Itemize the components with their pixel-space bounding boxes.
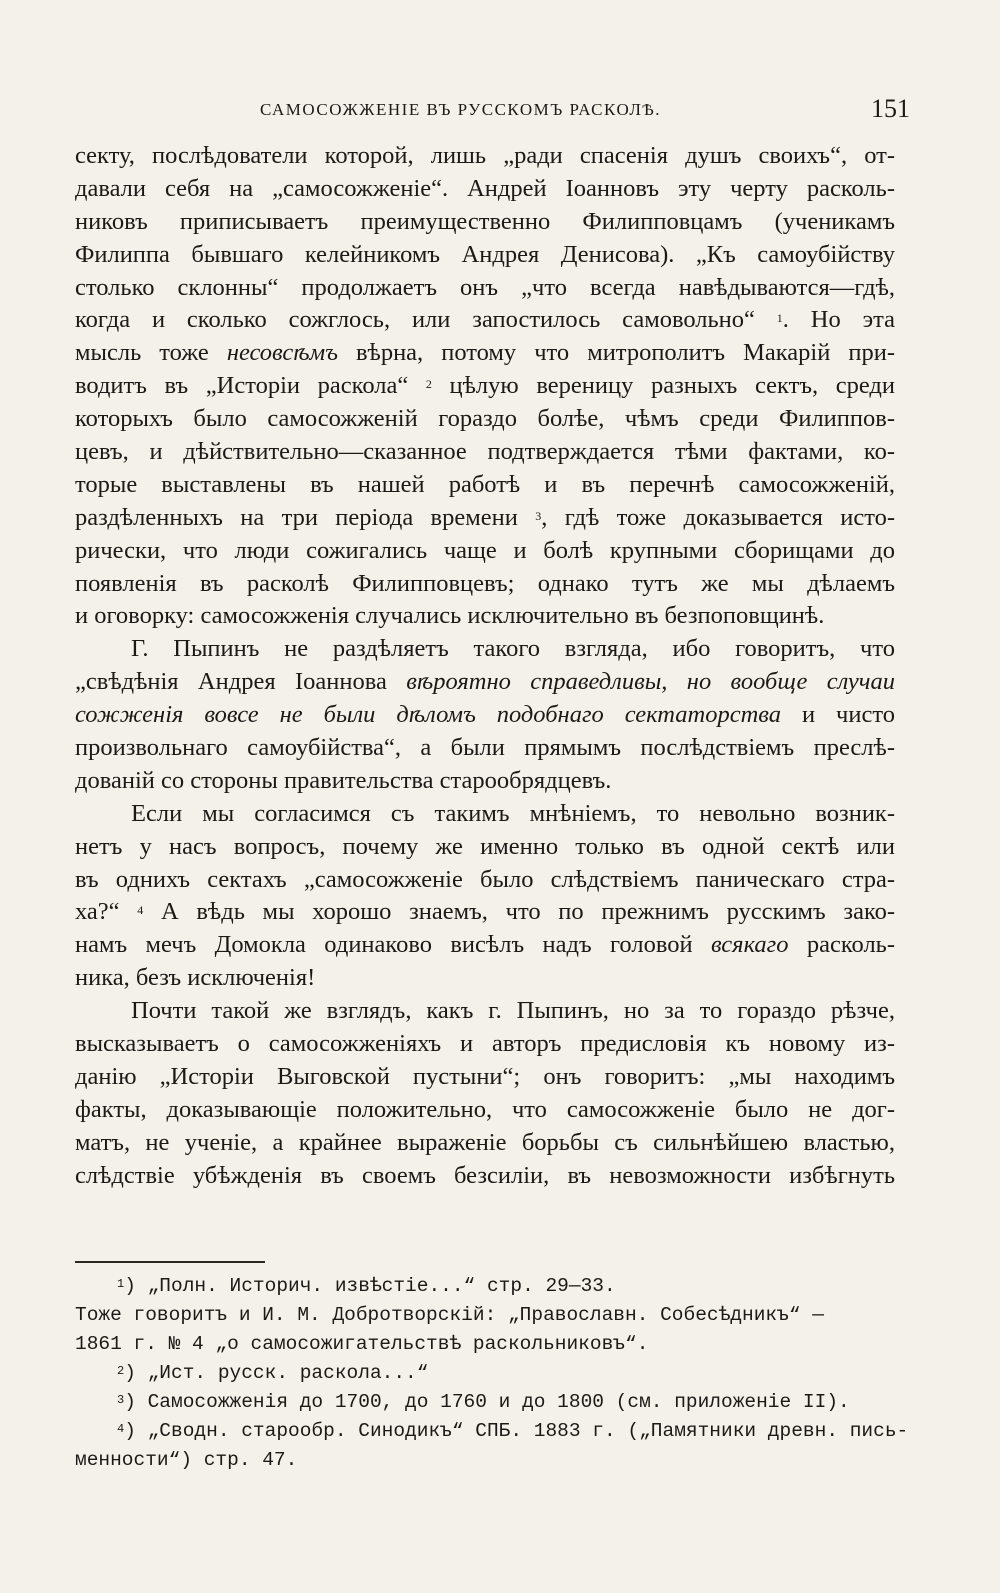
text-line: ника, безъ исключенія!	[75, 964, 316, 992]
text-line: слѣдствіе убѣжденія въ своемъ безсиліи, въ невозможности избѣгнуть	[75, 1161, 895, 1189]
footnote-ref: 1	[776, 311, 783, 326]
footnote-ref: 3	[535, 508, 542, 523]
footnote-divider	[75, 1261, 265, 1263]
text-line: водитъ въ „Исторіи раскола“ $^2$ цѣлую вереницу разныхъ сектъ, среди	[75, 372, 895, 400]
text-line: Филиппа бывшаго келейникомъ Андрея Денисова). „Къ самоубійству	[75, 240, 895, 268]
text-line: высказываетъ о самосожженіяхъ и авторъ предисловія къ новому из-	[75, 1030, 895, 1058]
footnote-mark: 1	[117, 1277, 125, 1291]
text-line: торые выставлены въ нашей работѣ и въ перечнѣ самосожженій,	[75, 470, 895, 498]
text-line: секту, послѣдователи которой, лишь „ради спасенія душъ своихъ“, от-	[75, 142, 895, 169]
text-line: намъ мечъ Домокла одинаково висѣлъ надъ головой всякаго расколь-	[75, 931, 896, 959]
text-line: Если мы согласимся съ такимъ мнѣніемъ, то невольно возник-	[131, 799, 895, 827]
text-line: данію „Исторіи Выговской пустыни“; онъ говоритъ: „мы находимъ	[75, 1062, 895, 1090]
text-line: Почти такой же взглядъ, какъ г. Пыпинъ, но за то гораздо рѣзче,	[131, 997, 895, 1025]
text-line: въ однихъ сектахъ „самосожженіе было слѣдствіемъ паническаго стра-	[75, 865, 895, 893]
footnote-mark: 4	[117, 1422, 125, 1436]
text-line: нетъ у насъ вопросъ, почему же именно только въ одной сектѣ или	[75, 832, 895, 860]
footnote: $^3$) Самосожженія до 1700, до 1760 и до 1800 (см. приложеніе II).	[117, 1391, 850, 1413]
footnote-ref: 2	[425, 377, 432, 392]
text-line: когда и сколько сожглось, или запостилось самовольно“ $^1$. Но эта	[75, 306, 896, 334]
footnote: $^2$) „Ист. русск. раскола...“	[117, 1362, 429, 1384]
italic-emphasis: несовсѣмъ	[226, 339, 338, 367]
running-title: САМОСОЖЖЕНІЕ ВЪ РУССКОМЪ РАСКОЛѢ.	[260, 100, 662, 119]
footnote: менности“) стр. 47.	[75, 1449, 298, 1471]
footnote-mark: 2	[117, 1364, 125, 1378]
text-line: факты, доказывающіе положительно, что самосожженіе было не дог-	[75, 1095, 895, 1123]
text-line: и оговорку: самосожженія случались исключительно въ безпоповщинѣ.	[75, 602, 825, 630]
text-line: которыхъ было самосожженій гораздо болѣе, чѣмъ среди Филиппов-	[75, 405, 895, 433]
italic-emphasis: сожженія вовсе не были дѣломъ подобнаго сектаторства	[75, 701, 782, 729]
footnote-mark: 3	[117, 1393, 125, 1407]
text-line: раздѣленныхъ на три періода времени $^3$, гдѣ тоже доказывается исто-	[75, 503, 896, 531]
main-text	[75, 140, 895, 1193]
text-line: Г. Пыпинъ не раздѣляетъ такого взгляда, ибо говоритъ, что	[131, 635, 895, 663]
footnote: 1861 г. № 4 „о самосожигательствѣ раскольниковъ“.	[75, 1333, 649, 1355]
text-line: дованій со стороны правительства старообрядцевъ.	[75, 766, 612, 794]
text-line: столько склонны“ продолжаетъ онъ „что всегда навѣдываются—гдѣ,	[75, 273, 895, 301]
page-number: 151	[871, 94, 910, 123]
text-line: рически, что люди сожигались чаще и болѣ крупными сборищами до	[75, 536, 895, 564]
italic-emphasis: всякаго	[711, 931, 789, 959]
text-line: появленія въ расколѣ Филипповцевъ; однако тутъ же мы дѣлаемъ	[75, 569, 895, 597]
footnote: $^1$) „Полн. Историч. извѣстіе...“ стр. 29—33.	[117, 1275, 616, 1297]
text-line: никовъ приписываетъ преимущественно Филипповцамъ (ученикамъ	[75, 207, 895, 235]
page-header	[60, 94, 910, 140]
italic-emphasis: вѣроятно справедливы, но вообще случаи	[406, 668, 895, 696]
text-line: „свѣдѣнія Андрея Іоаннова вѣроятно справедливы, но вообще случаи	[75, 668, 895, 696]
text-line: матъ, не ученіе, а крайнее выраженіе борьбы съ сильнѣйшею властью,	[75, 1128, 895, 1156]
text-line: сожженія вовсе не были дѣломъ подобнаго сектаторства и чисто	[75, 701, 895, 729]
footnotes	[75, 1272, 909, 1475]
footnote-ref: 4	[137, 903, 144, 918]
text-line: давали себя на „самосожженіе“. Андрей Іоанновъ эту черту расколь-	[75, 174, 895, 202]
text-line: цевъ, и дѣйствительно—сказанное подтверждается тѣми фактами, ко-	[75, 438, 895, 466]
text-line: произвольнаго самоубійства“, а были прямымъ послѣдствіемъ преслѣ-	[75, 734, 895, 762]
text-line: ха?“ $^4$ А вѣдь мы хорошо знаемъ, что по прежнимъ русскимъ зако-	[75, 898, 896, 926]
footnote: $^4$) „Сводн. старообр. Синодикъ“ СПБ. 1883 г. („Памятники древн. пись-	[117, 1420, 909, 1442]
footnote: Тоже говоритъ и И. М. Добротворскій: „Православн. Собесѣдникъ“ —	[75, 1304, 824, 1326]
text-line: мысль тоже несовсѣмъ вѣрна, потому что митрополитъ Макарій при-	[75, 339, 895, 367]
